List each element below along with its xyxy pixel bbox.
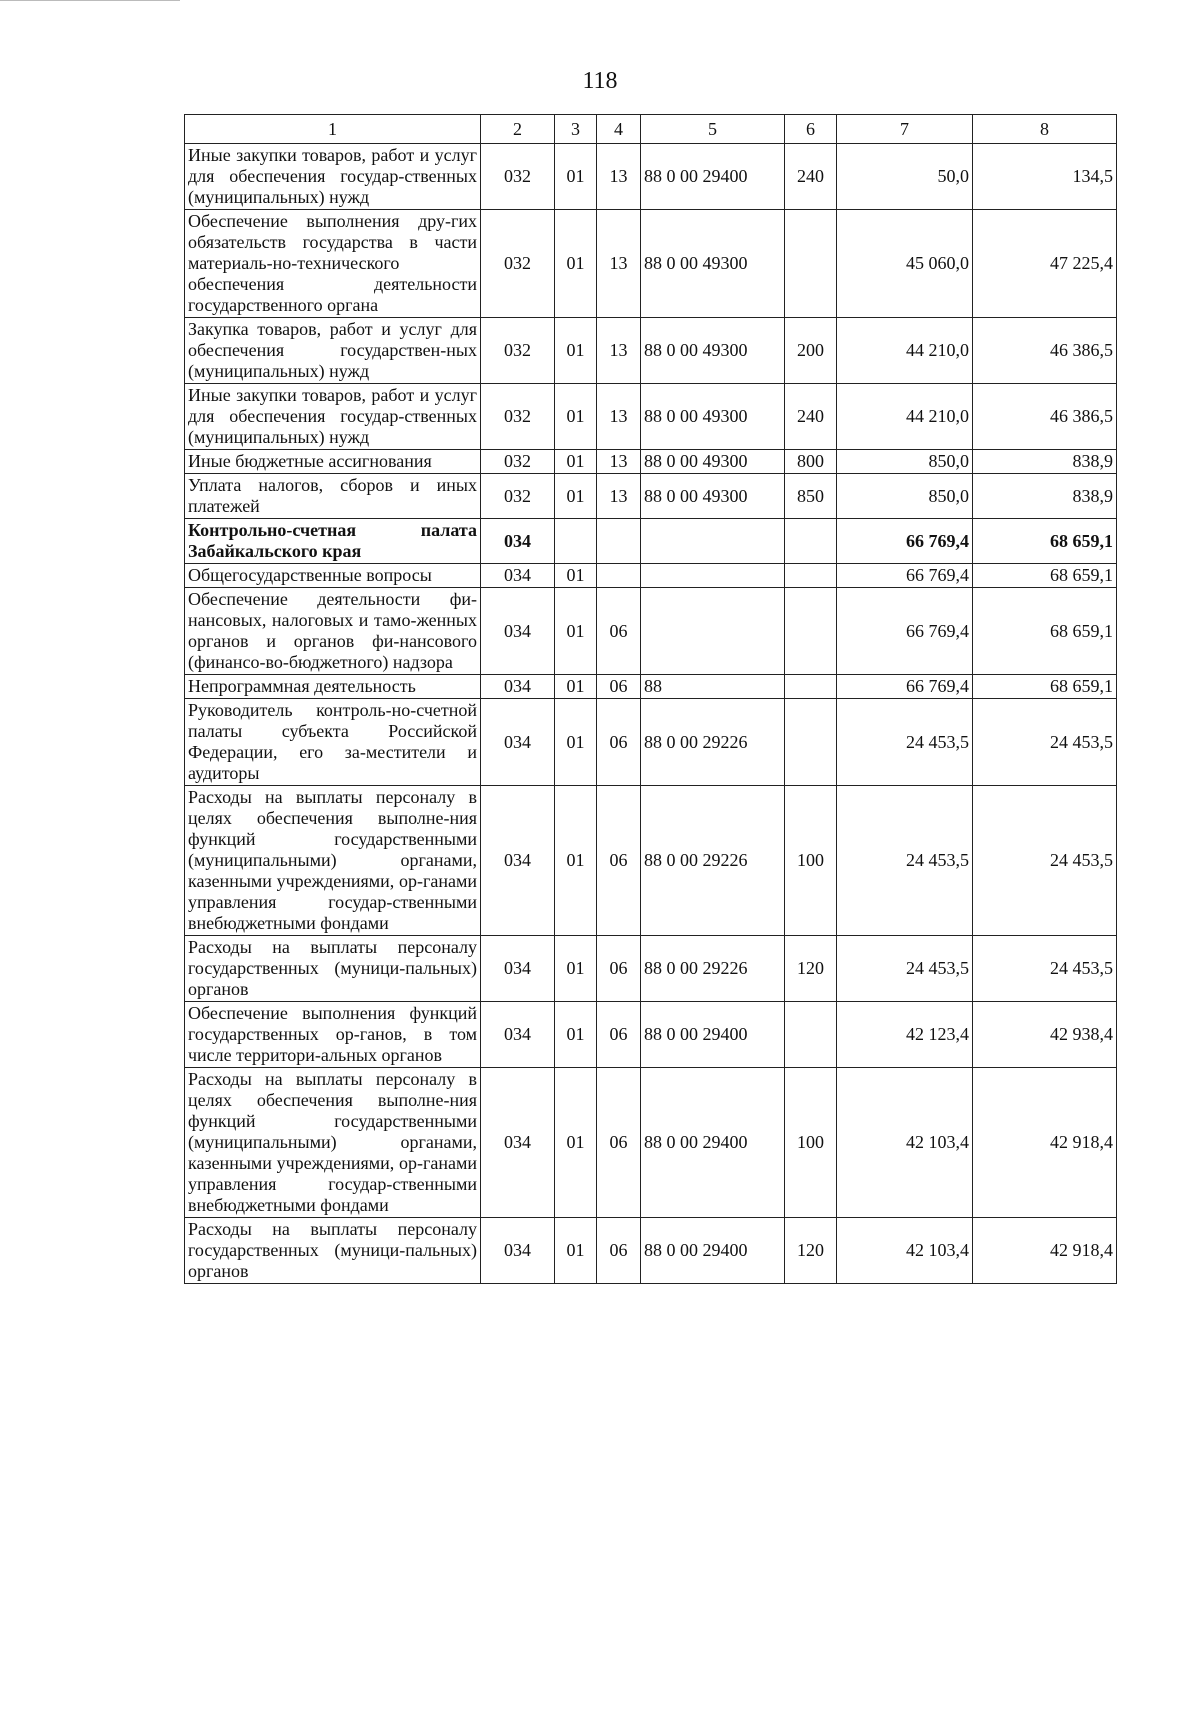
row-name-cell: Закупка товаров, работ и услуг для обеспечения государствен-ных (муниципальных) нужд <box>185 318 481 384</box>
section-code-cell: 01 <box>555 564 597 588</box>
amount-year2-cell: 838,9 <box>973 450 1117 474</box>
amount-year2-cell: 42 918,4 <box>973 1218 1117 1284</box>
section-code-cell: 01 <box>555 1002 597 1068</box>
expense-type-cell: 120 <box>785 936 837 1002</box>
column-header: 2 <box>481 115 555 144</box>
amount-year1-cell: 24 453,5 <box>837 786 973 936</box>
row-name-cell: Непрограммная деятельность <box>185 675 481 699</box>
subsection-code-cell: 06 <box>597 786 641 936</box>
amount-year1-cell: 44 210,0 <box>837 384 973 450</box>
target-article-cell <box>641 519 785 564</box>
section-code-cell: 01 <box>555 699 597 786</box>
amount-year1-cell: 50,0 <box>837 144 973 210</box>
row-name-cell: Общегосударственные вопросы <box>185 564 481 588</box>
table-row <box>185 675 1117 699</box>
expense-type-cell: 100 <box>785 786 837 936</box>
table-row <box>185 699 1117 786</box>
expense-type-cell <box>785 519 837 564</box>
row-name-cell: Обеспечение выполнения дру-гих обязательств государства в части материаль-но-технического обеспечения деятельности государственного органа <box>185 210 481 318</box>
amount-year1-cell: 44 210,0 <box>837 318 973 384</box>
amount-year2-cell: 24 453,5 <box>973 699 1117 786</box>
department-code-cell: 034 <box>481 936 555 1002</box>
amount-year2-cell: 68 659,1 <box>973 588 1117 675</box>
subsection-code-cell <box>597 519 641 564</box>
amount-year2-cell: 46 386,5 <box>973 318 1117 384</box>
subsection-code-cell: 06 <box>597 1002 641 1068</box>
row-name-cell: Расходы на выплаты персоналу в целях обеспечения выполне-ния функций государственными (муниципальными) органами, казенными учреждениями, ор-ганами управления государ-ственными внебюджетными фондами <box>185 786 481 936</box>
row-name-cell: Расходы на выплаты персоналу государственных (муници-пальных) органов <box>185 1218 481 1284</box>
header-row <box>185 115 1117 144</box>
target-article-cell <box>641 588 785 675</box>
amount-year1-cell: 42 103,4 <box>837 1068 973 1218</box>
row-name-cell: Иные бюджетные ассигнования <box>185 450 481 474</box>
row-name-cell: Уплата налогов, сборов и иных платежей <box>185 474 481 519</box>
column-header: 5 <box>641 115 785 144</box>
section-code-cell: 01 <box>555 384 597 450</box>
amount-year2-cell: 838,9 <box>973 474 1117 519</box>
expense-type-cell: 240 <box>785 144 837 210</box>
department-code-cell: 032 <box>481 384 555 450</box>
department-code-cell: 034 <box>481 786 555 936</box>
department-code-cell: 034 <box>481 675 555 699</box>
table-row <box>185 936 1117 1002</box>
department-code-cell: 034 <box>481 1068 555 1218</box>
table-row <box>185 1068 1117 1218</box>
amount-year2-cell: 42 918,4 <box>973 1068 1117 1218</box>
section-code-cell: 01 <box>555 210 597 318</box>
section-code-cell: 01 <box>555 144 597 210</box>
section-code-cell: 01 <box>555 675 597 699</box>
section-code-cell: 01 <box>555 786 597 936</box>
subsection-code-cell: 13 <box>597 318 641 384</box>
table-row <box>185 1002 1117 1068</box>
department-code-cell: 034 <box>481 519 555 564</box>
column-header: 7 <box>837 115 973 144</box>
page-number: 118 <box>582 68 618 94</box>
expense-type-cell: 800 <box>785 450 837 474</box>
table-row <box>185 588 1117 675</box>
expense-type-cell: 200 <box>785 318 837 384</box>
expense-type-cell <box>785 564 837 588</box>
amount-year1-cell: 24 453,5 <box>837 699 973 786</box>
section-code-cell: 01 <box>555 318 597 384</box>
amount-year1-cell: 24 453,5 <box>837 936 973 1002</box>
subsection-code-cell <box>597 564 641 588</box>
department-code-cell: 032 <box>481 474 555 519</box>
amount-year2-cell: 42 938,4 <box>973 1002 1117 1068</box>
target-article-cell: 88 <box>641 675 785 699</box>
amount-year1-cell: 66 769,4 <box>837 675 973 699</box>
table-row <box>185 318 1117 384</box>
department-code-cell: 034 <box>481 564 555 588</box>
section-code-cell: 01 <box>555 1068 597 1218</box>
column-header: 1 <box>185 115 481 144</box>
expense-type-cell: 100 <box>785 1068 837 1218</box>
section-code-cell: 01 <box>555 450 597 474</box>
target-article-cell: 88 0 00 29400 <box>641 1002 785 1068</box>
amount-year1-cell: 42 123,4 <box>837 1002 973 1068</box>
expense-type-cell <box>785 675 837 699</box>
amount-year2-cell: 68 659,1 <box>973 519 1117 564</box>
table-row <box>185 384 1117 450</box>
table-row <box>185 786 1117 936</box>
amount-year1-cell: 850,0 <box>837 450 973 474</box>
department-code-cell: 034 <box>481 1218 555 1284</box>
column-header: 8 <box>973 115 1117 144</box>
column-header: 6 <box>785 115 837 144</box>
row-name-cell: Расходы на выплаты персоналу в целях обеспечения выполне-ния функций государственными (муниципальными) органами, казенными учреждениями, ор-ганами управления государ-ственными внебюджетными фондами <box>185 1068 481 1218</box>
row-name-cell: Контрольно-счетная палата Забайкальского края <box>185 519 481 564</box>
subsection-code-cell: 13 <box>597 210 641 318</box>
subsection-code-cell: 06 <box>597 936 641 1002</box>
expense-type-cell <box>785 588 837 675</box>
expense-type-cell <box>785 210 837 318</box>
target-article-cell: 88 0 00 29226 <box>641 786 785 936</box>
column-header: 3 <box>555 115 597 144</box>
subsection-code-cell: 13 <box>597 450 641 474</box>
row-name-cell: Руководитель контроль-но-счетной палаты субъекта Российской Федерации, его за-местители и аудиторы <box>185 699 481 786</box>
section-code-cell: 01 <box>555 1218 597 1284</box>
table-row <box>185 474 1117 519</box>
expense-type-cell: 240 <box>785 384 837 450</box>
subsection-code-cell: 06 <box>597 588 641 675</box>
amount-year2-cell: 24 453,5 <box>973 936 1117 1002</box>
subsection-code-cell: 06 <box>597 1218 641 1284</box>
subsection-code-cell: 13 <box>597 144 641 210</box>
target-article-cell: 88 0 00 49300 <box>641 474 785 519</box>
section-code-cell: 01 <box>555 588 597 675</box>
amount-year2-cell: 68 659,1 <box>973 564 1117 588</box>
amount-year2-cell: 24 453,5 <box>973 786 1117 936</box>
section-code-cell <box>555 519 597 564</box>
column-header: 4 <box>597 115 641 144</box>
target-article-cell: 88 0 00 29400 <box>641 144 785 210</box>
department-code-cell: 034 <box>481 1002 555 1068</box>
amount-year1-cell: 45 060,0 <box>837 210 973 318</box>
row-name-cell: Обеспечение выполнения функций государственных ор-ганов, в том числе территори-альных органов <box>185 1002 481 1068</box>
table-row <box>185 519 1117 564</box>
table-row <box>185 144 1117 210</box>
target-article-cell: 88 0 00 49300 <box>641 384 785 450</box>
amount-year1-cell: 42 103,4 <box>837 1218 973 1284</box>
target-article-cell <box>641 564 785 588</box>
expense-type-cell: 850 <box>785 474 837 519</box>
subsection-code-cell: 06 <box>597 1068 641 1218</box>
target-article-cell: 88 0 00 29400 <box>641 1068 785 1218</box>
table-row <box>185 1218 1117 1284</box>
department-code-cell: 034 <box>481 588 555 675</box>
row-name-cell: Обеспечение деятельности фи-нансовых, налоговых и тамо-женных органов и органов фи-нансового (финансо-во-бюджетного) надзора <box>185 588 481 675</box>
row-name-cell: Иные закупки товаров, работ и услуг для обеспечения государ-ственных (муниципальных) нужд <box>185 144 481 210</box>
section-code-cell: 01 <box>555 936 597 1002</box>
amount-year2-cell: 46 386,5 <box>973 384 1117 450</box>
subsection-code-cell: 06 <box>597 675 641 699</box>
scan-edge-line <box>0 0 180 3</box>
department-code-cell: 032 <box>481 318 555 384</box>
target-article-cell: 88 0 00 29400 <box>641 1218 785 1284</box>
table-row <box>185 210 1117 318</box>
department-code-cell: 032 <box>481 210 555 318</box>
amount-year2-cell: 134,5 <box>973 144 1117 210</box>
amount-year1-cell: 66 769,4 <box>837 564 973 588</box>
subsection-code-cell: 06 <box>597 699 641 786</box>
expense-type-cell <box>785 1002 837 1068</box>
department-code-cell: 032 <box>481 144 555 210</box>
table-row <box>185 450 1117 474</box>
amount-year2-cell: 47 225,4 <box>973 210 1117 318</box>
amount-year2-cell: 68 659,1 <box>973 675 1117 699</box>
target-article-cell: 88 0 00 49300 <box>641 210 785 318</box>
table-body <box>185 144 1117 1284</box>
row-name-cell: Расходы на выплаты персоналу государственных (муници-пальных) органов <box>185 936 481 1002</box>
target-article-cell: 88 0 00 29226 <box>641 936 785 1002</box>
budget-table <box>184 114 1117 1284</box>
amount-year1-cell: 850,0 <box>837 474 973 519</box>
amount-year1-cell: 66 769,4 <box>837 588 973 675</box>
department-code-cell: 034 <box>481 699 555 786</box>
table-row <box>185 564 1117 588</box>
subsection-code-cell: 13 <box>597 474 641 519</box>
expense-type-cell <box>785 699 837 786</box>
department-code-cell: 032 <box>481 450 555 474</box>
section-code-cell: 01 <box>555 474 597 519</box>
amount-year1-cell: 66 769,4 <box>837 519 973 564</box>
target-article-cell: 88 0 00 29226 <box>641 699 785 786</box>
target-article-cell: 88 0 00 49300 <box>641 450 785 474</box>
row-name-cell: Иные закупки товаров, работ и услуг для обеспечения государ-ственных (муниципальных) нужд <box>185 384 481 450</box>
subsection-code-cell: 13 <box>597 384 641 450</box>
target-article-cell: 88 0 00 49300 <box>641 318 785 384</box>
expense-type-cell: 120 <box>785 1218 837 1284</box>
